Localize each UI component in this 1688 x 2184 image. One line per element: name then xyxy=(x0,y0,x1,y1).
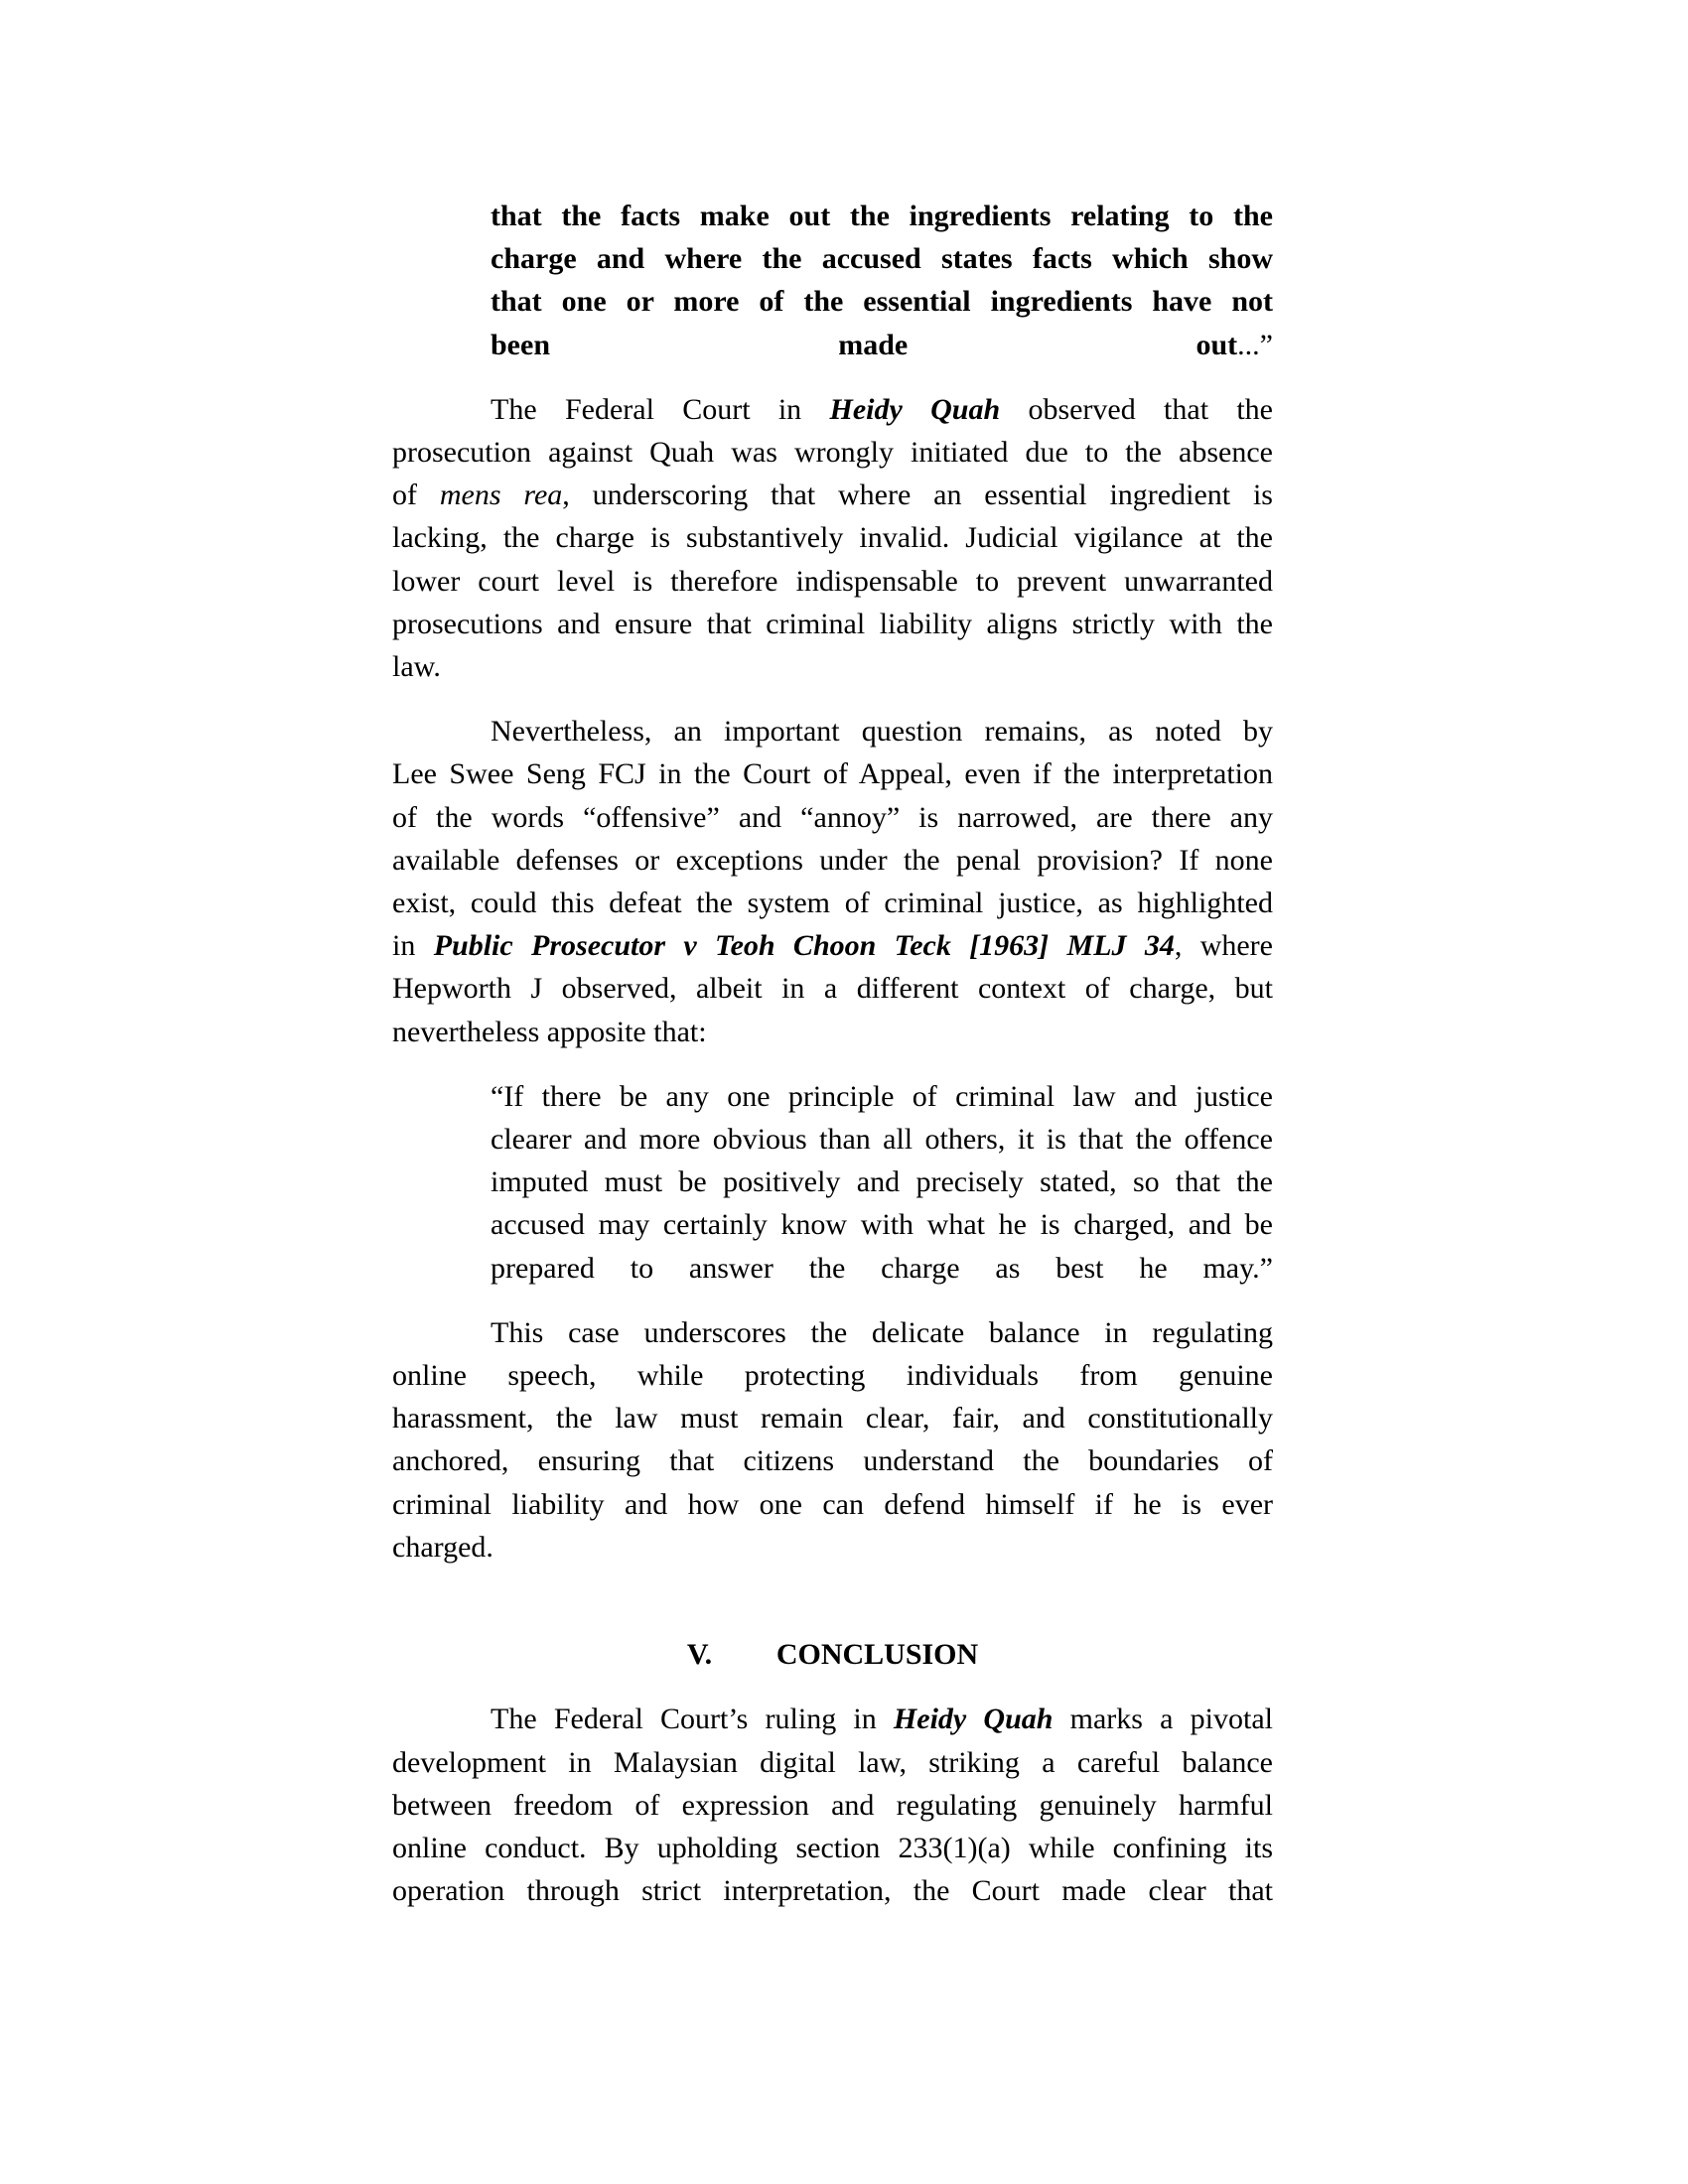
para-line: anchored, ensuring that citizens understand the boundaries of xyxy=(392,1444,1273,1478)
para-line: online conduct. By upholding section 233(1)(a) while confining its xyxy=(392,1831,1273,1864)
para-line: prosecutions and ensure that criminal liability aligns strictly with the xyxy=(392,607,1273,640)
para-line: available defenses or exceptions under the penal provision? If none xyxy=(392,843,1273,877)
case-name: Heidy Quah xyxy=(829,392,1001,426)
paragraph-delicate-balance xyxy=(392,1311,1273,1569)
para-line: of mens rea, underscoring that where an essential ingredient is xyxy=(392,478,1273,512)
case-name: Heidy Quah xyxy=(893,1703,1054,1736)
para-line: operation through strict interpretation, the Court made clear that xyxy=(392,1874,1273,1908)
para-line: criminal liability and how one can defend himself if he is ever xyxy=(392,1487,1273,1521)
para-line: Lee Swee Seng FCJ in the Court of Appeal, even if the interpretation xyxy=(392,757,1273,791)
para-line: The Federal Court in Heidy Quah observed that the xyxy=(491,392,1273,426)
quote-line-last: prepared to answer the charge as best he may.” xyxy=(491,1251,1273,1285)
para-line: This case underscores the delicate balance in regulating xyxy=(491,1315,1273,1349)
block-quote-continuation xyxy=(491,195,1273,366)
para-line: lacking, the charge is substantively invalid. Judicial vigilance at the xyxy=(392,521,1273,555)
paragraph-important-question xyxy=(392,710,1273,1053)
quote-line: imputed must be positively and precisely stated, so that the xyxy=(491,1165,1273,1199)
para-line: exist, could this defeat the system of criminal justice, as highlighted xyxy=(392,887,1273,920)
para-line: between freedom of expression and regulating genuinely harmful xyxy=(392,1788,1273,1822)
document-page xyxy=(392,195,1273,1912)
section-number: V. xyxy=(686,1638,713,1672)
quote-line: accused may certainly know with what he is charged, and be xyxy=(491,1208,1273,1242)
quote-line: “If there be any one principle of criminal law and justice xyxy=(491,1079,1273,1113)
para-line: of the words “offensive” and “annoy” is narrowed, are there any xyxy=(392,800,1273,834)
paragraph-conclusion xyxy=(392,1698,1273,1912)
section-title: CONCLUSION xyxy=(775,1638,979,1672)
latin-term: mens rea xyxy=(439,478,563,512)
paragraph-heidy-quah-observation xyxy=(392,388,1273,688)
para-line: Nevertheless, an important question remains, as noted by xyxy=(491,715,1273,749)
quote-line: charge and where the accused states facts which show xyxy=(491,242,1273,276)
quote-line: that one or more of the essential ingredients have not xyxy=(491,285,1273,319)
para-line: nevertheless apposite that: xyxy=(392,1015,707,1048)
para-line: law. xyxy=(392,650,441,684)
para-line: lower court level is therefore indispensable to prevent unwarranted xyxy=(392,564,1273,598)
para-line: harassment, the law must remain clear, fair, and constitutionally xyxy=(392,1402,1273,1435)
quote-line-last: been made out...” xyxy=(491,328,1273,361)
para-line: online speech, while protecting individuals from genuine xyxy=(392,1359,1273,1393)
para-line: Hepworth J observed, albeit in a different context of charge, but xyxy=(392,972,1273,1006)
section-heading xyxy=(392,1633,1273,1676)
para-line: in Public Prosecutor v Teoh Choon Teck [1963] MLJ 34, where xyxy=(392,929,1273,963)
quote-line: that the facts make out the ingredients relating to the xyxy=(491,200,1273,232)
case-citation: Public Prosecutor v Teoh Choon Teck [1963] MLJ 34 xyxy=(433,929,1175,963)
para-line: The Federal Court’s ruling in Heidy Quah marks a pivotal xyxy=(491,1703,1273,1736)
para-line: prosecution against Quah was wrongly initiated due to the absence xyxy=(392,436,1273,470)
para-line: development in Malaysian digital law, striking a careful balance xyxy=(392,1745,1273,1779)
block-quote-hepworth xyxy=(491,1075,1273,1290)
para-line: charged. xyxy=(392,1530,493,1564)
quote-line: clearer and more obvious than all others, it is that the offence xyxy=(491,1123,1273,1157)
